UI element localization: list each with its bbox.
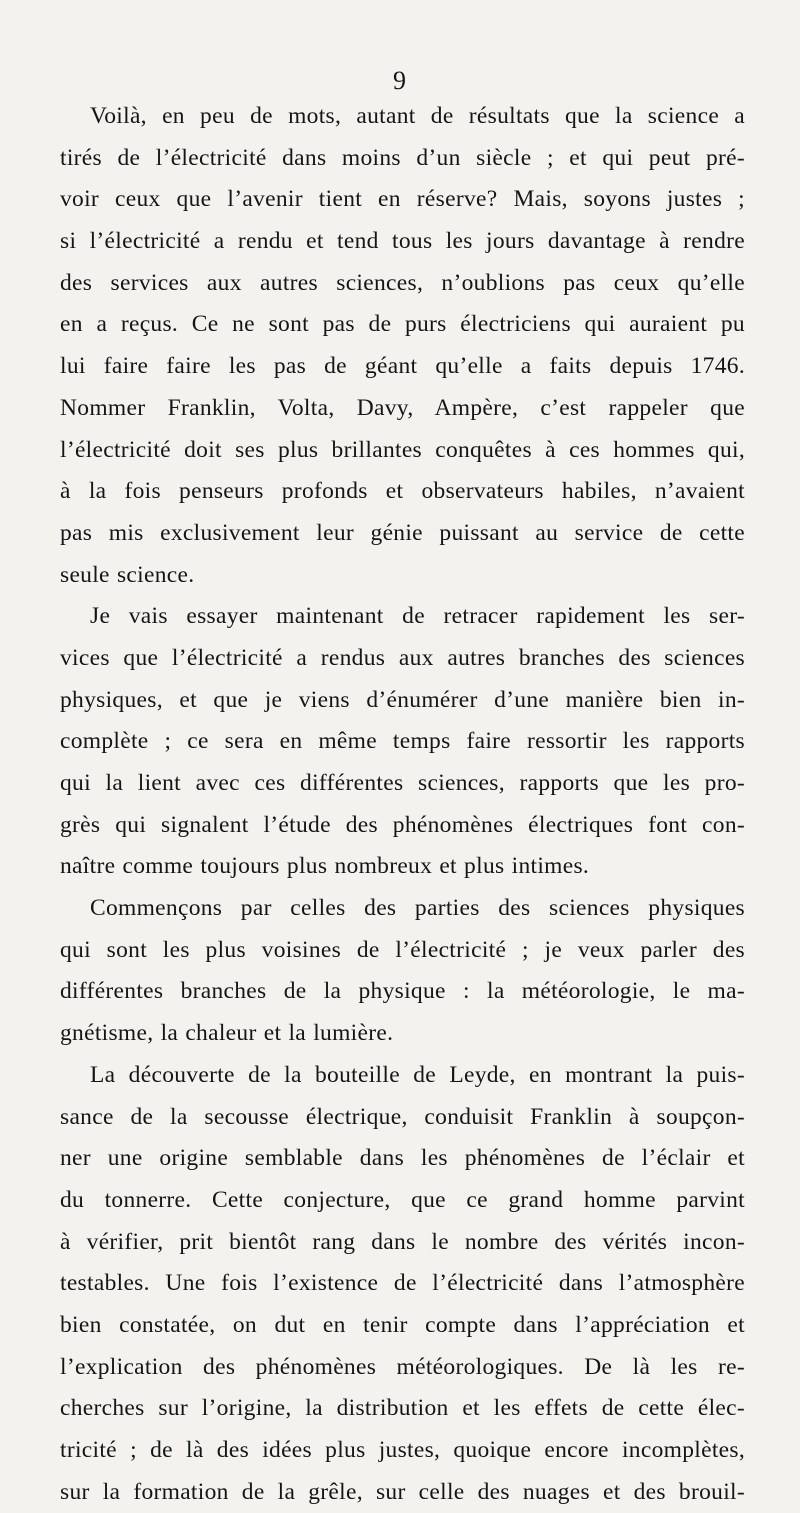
text-line: ner une origine semblable dans les phénomènes de l’éclair et: [60, 1145, 745, 1172]
text-line: La découverte de la bouteille de Leyde, en montrant la puis-: [90, 1061, 745, 1088]
text-line: grès qui signalent l’étude des phénomènes électriques font con-: [60, 811, 745, 838]
text-line: en a reçus. Ce ne sont pas de purs électriciens qui auraient pu: [60, 311, 745, 338]
text-line: qui la lient avec ces différentes sciences, rapports que les pro-: [60, 770, 745, 796]
text-line: des services aux autres sciences, n’oublions pas ceux qu’elle: [60, 269, 745, 296]
text-line: vices que l’électricité a rendus aux autres branches des sciences: [60, 644, 745, 671]
text-line: testables. Une fois l’existence de l’électricité dans l’atmosphère: [60, 1270, 745, 1297]
text-line: lui faire faire les pas de géant qu’elle a faits depuis 1746.: [60, 353, 745, 380]
text-line: du tonnerre. Cette conjecture, que ce grand homme parvint: [60, 1186, 745, 1213]
page-number: 9: [393, 66, 407, 95]
text-line: Commençons par celles des parties des sciences physiques: [90, 895, 745, 922]
text-line: physiques, et que je viens d’énumérer d’une manière bien in-: [60, 686, 745, 713]
text-line: l’explication des phénomènes météorologiques. De là les re-: [60, 1353, 745, 1380]
text-line: si l’électricité a rendu et tend tous les jours davantage à rendre: [60, 228, 745, 255]
text-line: cherches sur l’origine, la distribution et les effets de cette élec-: [60, 1395, 745, 1422]
text-line: pas mis exclusivement leur génie puissant au service de cette: [60, 519, 745, 546]
text-line: sur la formation de la grêle, sur celle des nuages et des brouil-: [60, 1478, 745, 1505]
text-line: Je vais essayer maintenant de retracer rapidement les ser-: [90, 603, 745, 630]
text-line: qui sont les plus voisines de l’électricité ; je veux parler des: [60, 936, 745, 963]
text-line: l’électricité doit ses plus brillantes conquêtes à ces hommes qui,: [60, 436, 745, 463]
text-line: gnétisme, la chaleur et la lumière.: [60, 1020, 394, 1047]
text-line: complète ; ce sera en même temps faire ressortir les rapports: [60, 728, 745, 755]
text-line: tirés de l’électricité dans moins d’un siècle ; et qui peut pré-: [60, 144, 745, 171]
text-line: Nommer Franklin, Volta, Davy, Ampère, c’est rappeler que: [60, 394, 745, 421]
text-line: naître comme toujours plus nombreux et plus intimes.: [60, 853, 590, 880]
body-text: [60, 96, 745, 1513]
text-line: voir ceux que l’avenir tient en réserve? Mais, soyons justes ;: [60, 186, 745, 213]
text-line: à la fois penseurs profonds et observateurs habiles, n’avaient: [60, 478, 745, 505]
text-line: Voilà, en peu de mots, autant de résultats que la science a: [90, 103, 745, 129]
text-line: à vérifier, prit bientôt rang dans le nombre des vérités incon-: [60, 1228, 745, 1255]
text-line: tricité ; de là des idées plus justes, quoique encore incomplètes,: [60, 1437, 745, 1463]
text-line: bien constatée, on dut en tenir compte dans l’appréciation et: [60, 1311, 745, 1338]
text-line: sance de la secousse électrique, conduisit Franklin à soupçon-: [60, 1103, 745, 1130]
text-line: seule science.: [60, 561, 195, 588]
text-line: différentes branches de la physique : la météorologie, le ma-: [60, 978, 745, 1005]
